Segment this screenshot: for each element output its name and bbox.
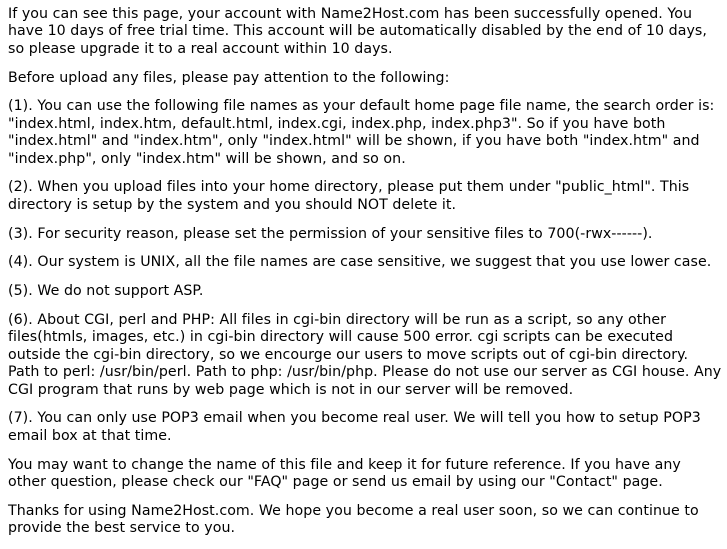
future-reference-paragraph: You may want to change the name of this file and keep it for future reference. If you have any other question, please check our "FAQ" page or send us email by using our "Contact" page. — [8, 456, 681, 491]
rule-1-default-filenames: (1). You can use the following file names as your default home page file name, the search order is: "index.html, index.htm, default.html, index.cgi, index.php, index.php3". So if you have both "index.html" and "index.htm", only "index.html" will be shown, if you have both "index.htm" and "index.php", only "index.htm" will be shown, and so on. — [8, 98, 715, 167]
rule-3-permissions: (3). For security reason, please set the permission of your sensitive files to 700(-rwx------). — [8, 225, 653, 242]
account-opened-paragraph: If you can see this page, your account with Name2Host.com has been successfully opened. You have 10 days of free trial time. This account will be automatically disabled by the end of 10 days, so please upgrade it to a real account within 10 days. — [8, 6, 707, 57]
upload-notice-paragraph: Before upload any files, please pay attention to the following: — [8, 69, 450, 86]
rule-4-case-sensitive: (4). Our system is UNIX, all the file names are case sensitive, we suggest that you use lower case. — [8, 254, 712, 271]
rule-5-no-asp: (5). We do not support ASP. — [8, 283, 204, 300]
welcome-page-content — [8, 6, 723, 549]
rule-7-pop3-email: (7). You can only use POP3 email when you become real user. We will tell you how to setup POP3 email box at that time. — [8, 410, 701, 444]
rule-2-public-html: (2). When you upload files into your home directory, please put them under "public_html". This directory is setup by the system and you should NOT delete it. — [8, 179, 690, 213]
thanks-paragraph: Thanks for using Name2Host.com. We hope you become a real user soon, so we can continue to provide the best service to you. — [8, 502, 699, 537]
rule-6-cgi-perl-php: (6). About CGI, perl and PHP: All files in cgi-bin directory will be run as a script, so any other files(htmls, images, etc.) in cgi-bin directory will cause 500 error. cgi scripts can be executed outside the cgi-bin directory, so we encourge our users to move scripts out of cgi-bin directory. Path to perl: /usr/bin/perl. Path to php: /usr/bin/php. Please do not use our server as CGI house. Any CGI program that runs by web page which is not in our server will be removed. — [8, 312, 722, 398]
